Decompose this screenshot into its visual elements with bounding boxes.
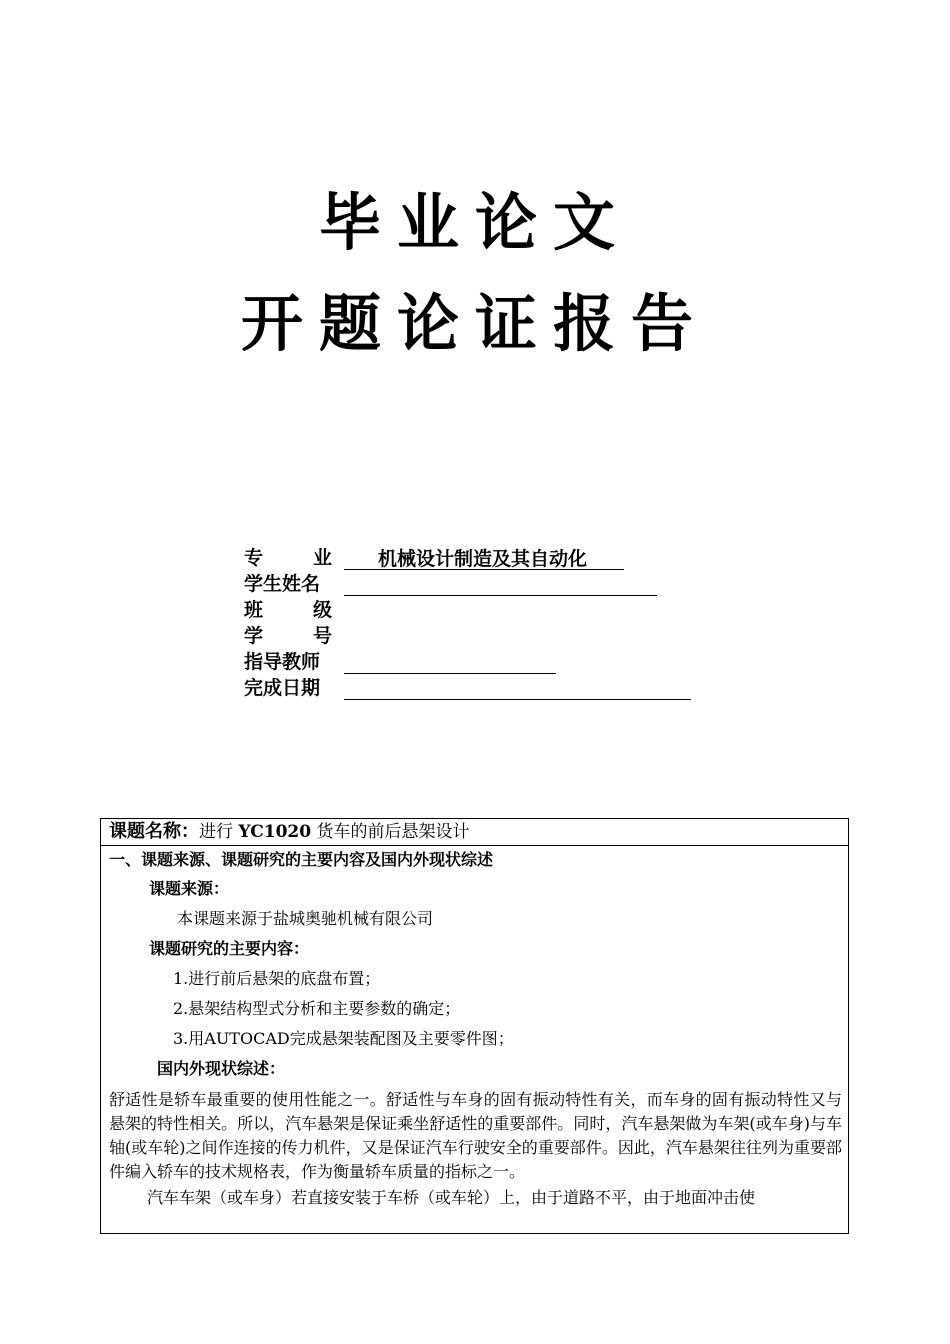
class-value: [344, 600, 657, 622]
advisor-value: [344, 651, 556, 674]
content-item: 3.用AUTOCAD完成悬架装配图及主要零件图；: [173, 1029, 514, 1048]
topic-prefix: 进行: [199, 822, 233, 842]
advisor-row: [244, 648, 691, 674]
content-item: 2.悬架结构型式分析和主要参数的确定；: [173, 999, 461, 1018]
id-label: 学 号: [244, 625, 332, 647]
major-value: 机械设计制造及其自动化: [344, 548, 624, 570]
section-heading: 一、课题来源、课题研究的主要内容及国内外现状综述: [109, 850, 494, 869]
title-line-1: 毕业论文: [318, 186, 631, 259]
id-value: [344, 626, 657, 648]
class-row: [244, 596, 691, 622]
content-heading: 课题研究的主要内容：: [149, 939, 310, 958]
major-row: [244, 544, 691, 570]
topic-rest: 货车的前后悬架设计: [316, 822, 470, 842]
source-text: 本课题来源于盐城奥驰机械有限公司: [177, 909, 434, 928]
status-paragraph-2: 汽车车架（或车身）若直接安装于车桥（或车轮）上，由于道路不平，由于地面冲击使: [147, 1188, 756, 1207]
id-row: [244, 622, 691, 648]
date-value: [344, 677, 691, 700]
topic-key: 课题名称：: [109, 821, 199, 842]
name-row: [244, 570, 691, 596]
status-heading: 国内外现状综述：: [157, 1059, 286, 1078]
date-label: 完成日期: [244, 677, 321, 699]
proposal-table: [100, 818, 849, 1234]
source-heading: 课题来源：: [149, 879, 230, 898]
student-info-block: [244, 544, 691, 700]
name-value: [344, 573, 657, 596]
date-row: [244, 674, 691, 700]
status-paragraph: 舒适性是轿车最重要的使用性能之一。舒适性与车身的固有振动特性有关，而车身的固有振动特性又与悬架的特性相关。所以，汽车悬架是保证乘坐舒适性的重要部件。同时，汽车悬架做为车架(或车身)与车轴(或车轮)之间作连接的传力机件，又是保证汽车行驶安全的重要部件。因此，汽车悬架往往列为重要部件编入轿车的技术规格表，作为衡量轿车质量的指标之一。: [109, 1090, 842, 1181]
topic-model: YC1020: [238, 822, 312, 842]
name-label: 学生姓名: [244, 573, 321, 595]
title-line-2: 开题论证报告: [240, 287, 709, 360]
advisor-label: 指导教师: [244, 651, 321, 673]
topic-row: [101, 819, 848, 846]
major-label: 专 业: [244, 547, 332, 569]
content-item: 1.进行前后悬架的底盘布置；: [173, 969, 381, 988]
class-label: 班 级: [244, 599, 332, 621]
